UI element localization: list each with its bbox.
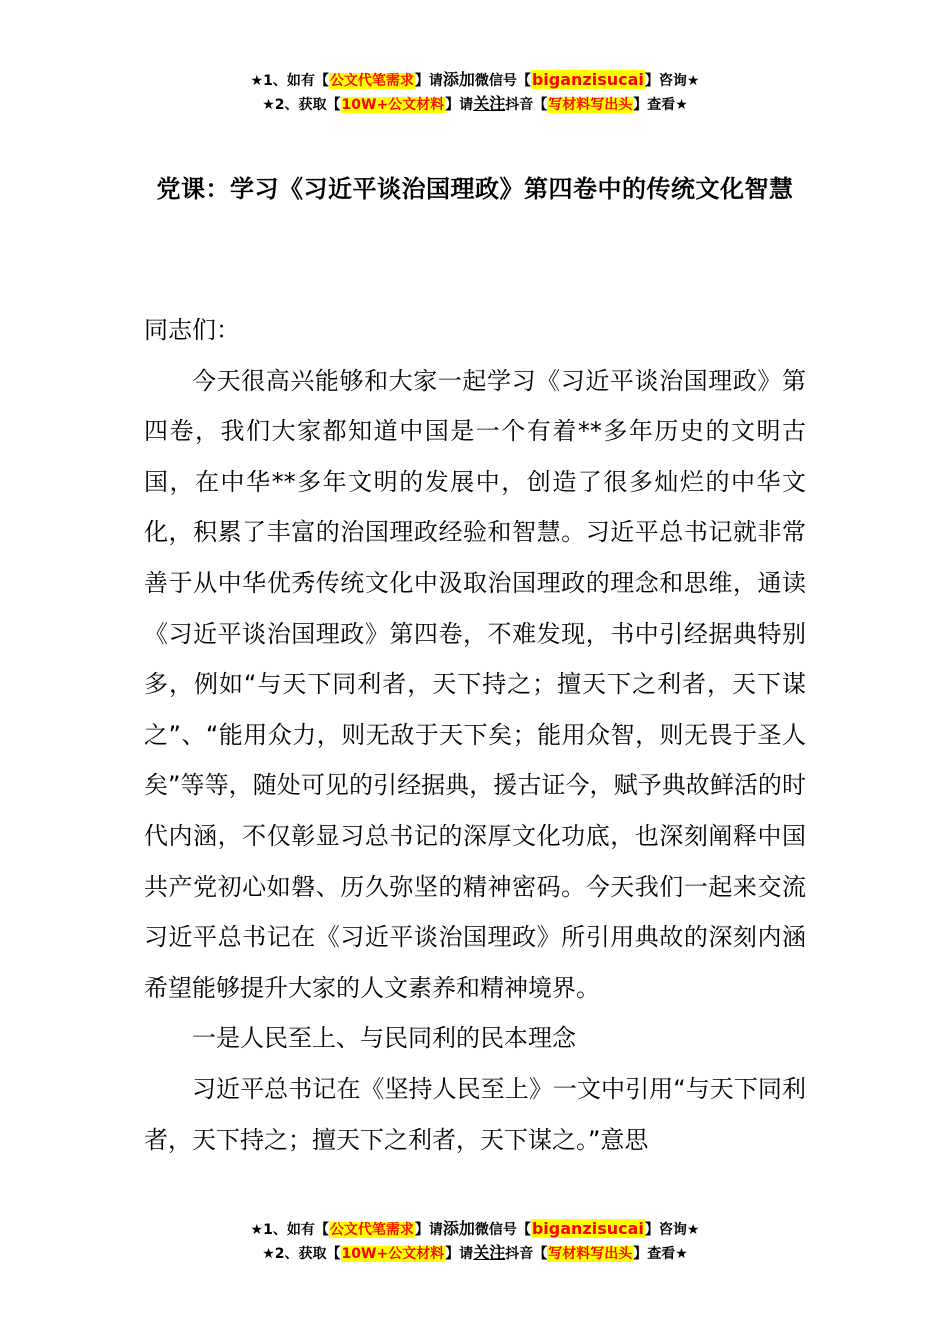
banner-line-2: ★2、获取【10W+公文材料】请关注抖音【写材料写出头】查看★ <box>262 94 688 113</box>
salutation: 同志们： <box>144 316 240 344</box>
banner-line-2: ★2、获取【10W+公文材料】请关注抖音【写材料写出头】查看★ <box>262 1243 688 1262</box>
banner-line-1: ★1、如有【公文代笔需求】请添加微信号【biganzisucai】咨询★ <box>250 1219 700 1238</box>
footer-banner <box>0 1217 950 1265</box>
banner-highlight: 写材料写出头 <box>548 97 633 113</box>
document-title: 党课：学习《习近平谈治国理政》第四卷中的传统文化智慧 <box>156 175 794 203</box>
banner-highlight: biganzisucai <box>531 70 644 89</box>
banner-highlight: 写材料写出头 <box>548 1246 633 1262</box>
header-banner <box>0 68 950 116</box>
section-heading: 一是人民至上、与民同利的民本理念 <box>192 1024 576 1053</box>
paragraph: 习近平总书记在《坚持人民至上》一文中引用“与天下同利者，天下持之；擅天下之利者，天下谋之。”意思 <box>144 1074 806 1154</box>
paragraph: 今天很高兴能够和大家一起学习《习近平谈治国理政》第四卷，我们大家都知道中国是一个有着**多年历史的文明古国，在中华**多年文明的发展中，创造了很多灿烂的中华文化，积累了丰富的治国理政经验和智慧。习近平总书记就非常善于从中华优秀传统文化中汲取治国理政的理念和思维，通读《习近平谈治国理政》第四卷，不难发现，书中引经据典特别多，例如“与天下同利者，天下持之；擅天下之利者，天下谋之”、“能用众力，则无敌于天下矣；能用众智，则无畏于圣人矣”等等，随处可见的引经据典，援古证今，赋予典故鲜活的时代内涵，不仅彰显习总书记的深厚文化功底，也深刻阐释中国共产党初心如磐、历久弥坚的精神密码。今天我们一起来交流习近平总书记在《习近平谈治国理政》所引用典故的深刻内涵希望能够提升大家的人文素养和精神境界。 <box>144 366 806 1002</box>
banner-highlight: 公文代笔需求 <box>329 1222 414 1238</box>
banner-line-1: ★1、如有【公文代笔需求】请添加微信号【biganzisucai】咨询★ <box>250 70 700 89</box>
banner-highlight: 10W+公文材料 <box>341 1246 445 1262</box>
banner-highlight: 10W+公文材料 <box>341 97 445 113</box>
banner-highlight: biganzisucai <box>531 1219 644 1238</box>
document-body <box>144 305 806 1165</box>
banner-highlight: 公文代笔需求 <box>329 73 414 89</box>
